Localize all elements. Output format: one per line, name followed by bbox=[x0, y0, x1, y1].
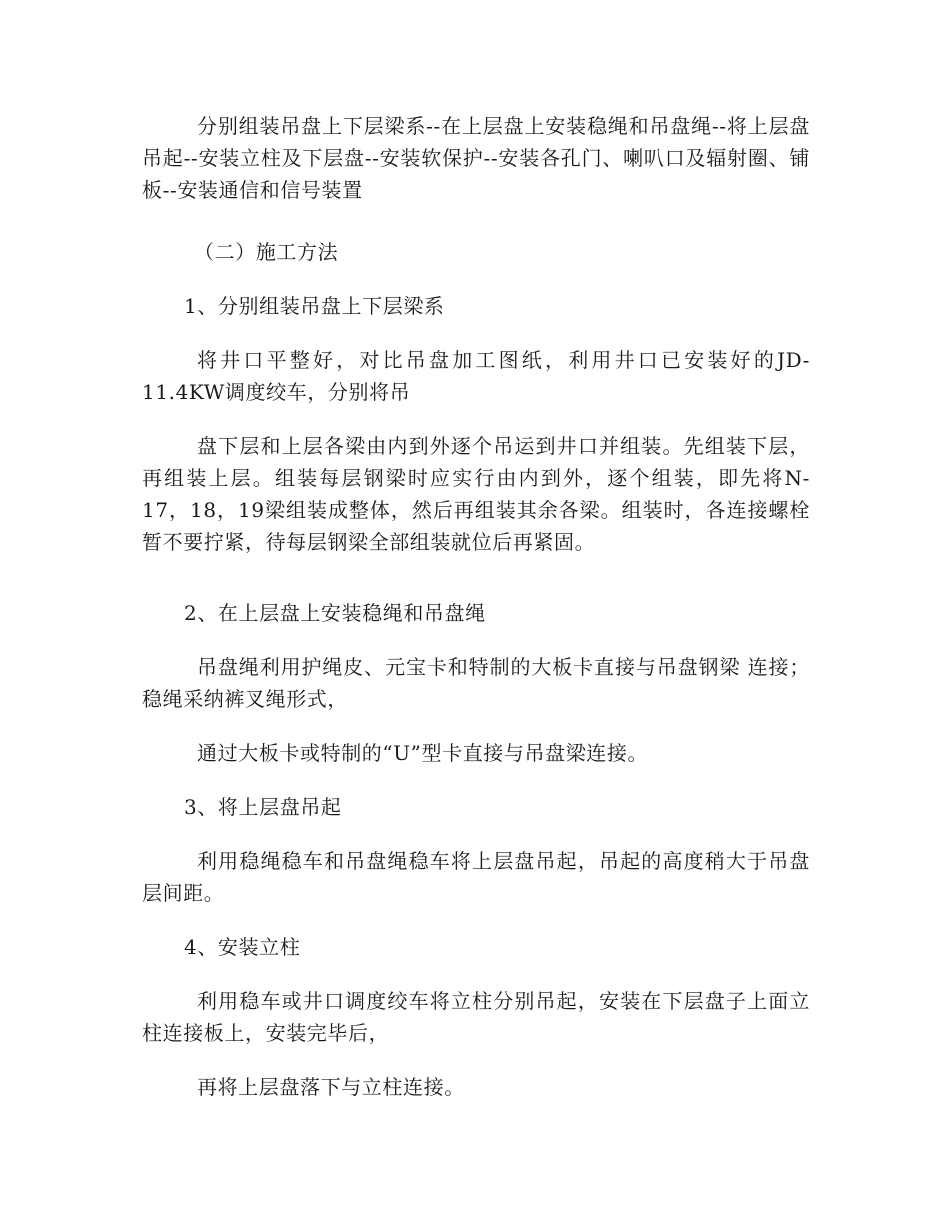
step-heading-1: 1、分别组装吊盘上下层梁系 bbox=[184, 294, 445, 318]
paragraph-step-1-detail: 盘下层和上层各梁由内到外逐个吊运到井口并组装。先组装下层，再组装上层。组装每层钢梁时应实行由内到外，逐个组装，即先将N-17，18，19梁组装成整体，然后再组装其余各梁。组装时，各连接螺栓暂不要拧紧，待每层钢梁全部组装就位后再紧固。 bbox=[142, 434, 810, 554]
paragraph-step-4-finish: 再将上层盘落下与立柱连接。 bbox=[197, 1075, 465, 1099]
paragraph-step-3-lift: 利用稳绳稳车和吊盘绳稳车将上层盘吊起，吊起的高度稍大于吊盘层间距。 bbox=[142, 849, 810, 905]
paragraph-step-2-ropes: 吊盘绳利用护绳皮、元宝卡和特制的大板卡直接与吊盘钢梁 连接；稳绳采纳裤叉绳形式， bbox=[142, 655, 810, 711]
section-heading-construction-method: （二）施工方法 bbox=[194, 240, 339, 264]
step-heading-2: 2、在上层盘上安装稳绳和吊盘绳 bbox=[184, 601, 486, 625]
step-heading-3: 3、将上层盘吊起 bbox=[184, 795, 342, 819]
step-heading-4: 4、安装立柱 bbox=[184, 935, 301, 959]
paragraph-step-1-intro: 将井口平整好，对比吊盘加工图纸，利用井口已安装好的JD-11.4KW调度绞车，分别将吊 bbox=[142, 348, 810, 404]
paragraph-assembly-sequence: 分别组装吊盘上下层梁系--在上层盘上安装稳绳和吊盘绳--将上层盘吊起--安装立柱及下层盘--安装软保护--安装各孔门、喇叭口及辐射圈、铺板--安装通信和信号装置 bbox=[142, 114, 810, 202]
paragraph-step-2-connection: 通过大板卡或特制的“U”型卡直接与吊盘梁连接。 bbox=[197, 741, 649, 765]
paragraph-step-4-columns: 利用稳车或井口调度绞车将立柱分别吊起，安装在下层盘子上面立柱连接板上，安装完毕后， bbox=[142, 989, 810, 1045]
